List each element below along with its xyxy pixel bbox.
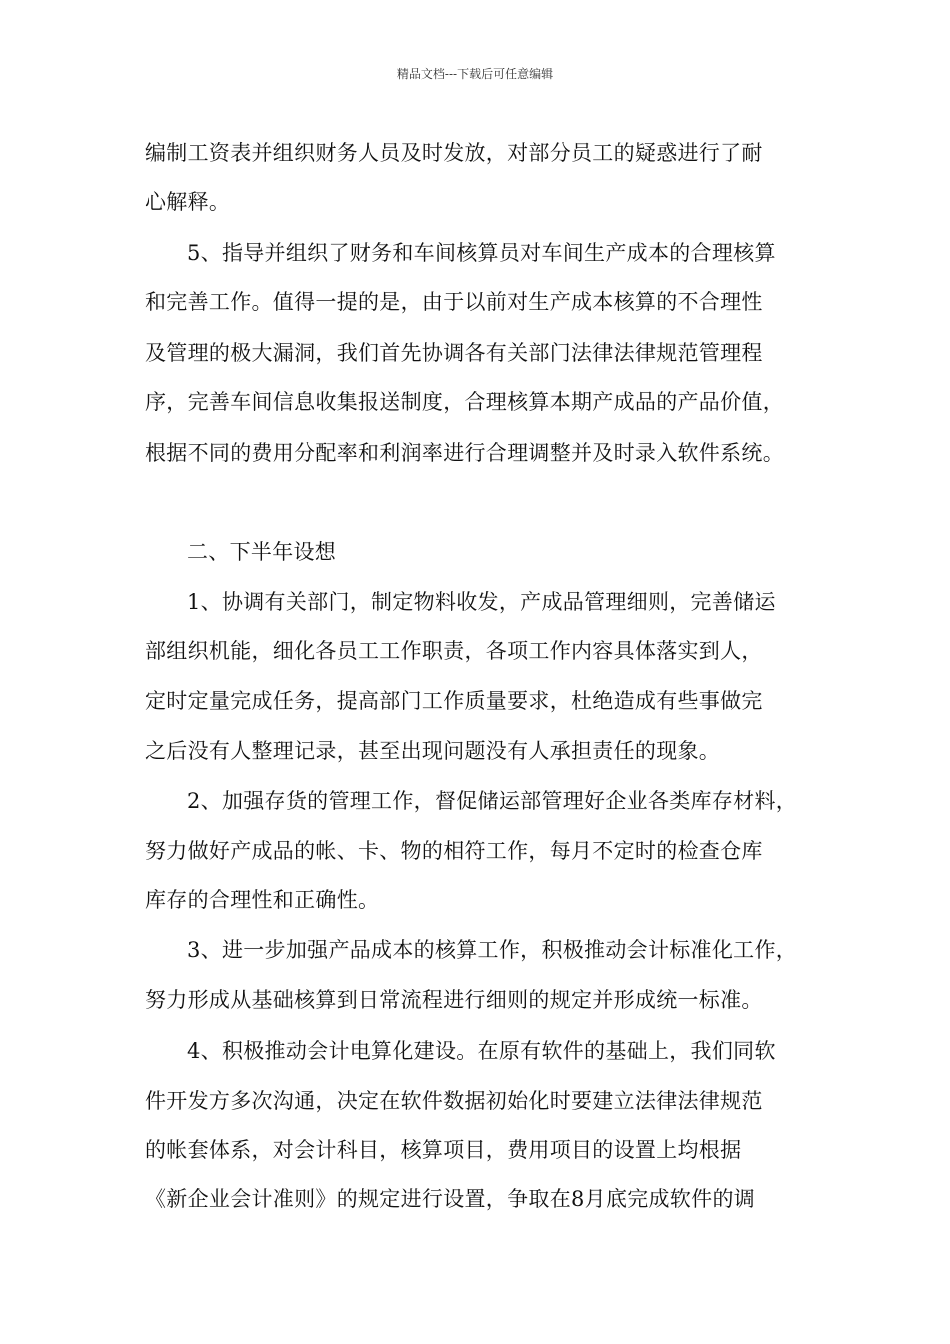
text-line: 件开发方多次沟通，决定在软件数据初始化时要建立法律法律规范 — [145, 1089, 763, 1113]
text-line: 和完善工作。值得一提的是，由于以前对生产成本核算的不合理性 — [145, 290, 763, 314]
text-line: 库存的合理性和正确性。 — [145, 888, 380, 912]
section-heading: 二、下半年设想 — [187, 540, 337, 564]
page-header: 精品文档---下载后可任意编辑 — [396, 67, 554, 81]
text-line: 2、加强存货的管理工作，督促储运部管理好企业各类库存材料， — [187, 789, 798, 813]
text-line: 1、协调有关部门，制定物料收发，产成品管理细则，完善储运 — [187, 590, 776, 614]
text-line: 《新企业会计准则》的规定进行设置，争取在8月底完成软件的调 — [145, 1187, 756, 1211]
text-line: 4、积极推动会计电算化建设。在原有软件的基础上，我们同软 — [187, 1039, 776, 1063]
text-line: 部组织机能，细化各员工工作职责，各项工作内容具体落实到人， — [145, 639, 763, 663]
text-line: 努力形成从基础核算到日常流程进行细则的规定并形成统一标准。 — [145, 988, 763, 1012]
text-line: 根据不同的费用分配率和利润率进行合理调整并及时录入软件系统。 — [145, 441, 784, 465]
text-line: 的帐套体系，对会计科目，核算项目，费用项目的设置上均根据 — [145, 1138, 742, 1162]
text-line: 努力做好产成品的帐、卡、物的相符工作，每月不定时的检查仓库 — [145, 839, 763, 863]
text-line: 及管理的极大漏洞，我们首先协调各有关部门法律法律规范管理程 — [145, 341, 763, 365]
text-line: 心解释。 — [145, 190, 231, 214]
text-line: 之后没有人整理记录，甚至出现问题没有人承担责任的现象。 — [145, 739, 721, 763]
text-line: 序，完善车间信息收集报送制度，合理核算本期产成品的产品价值， — [145, 390, 784, 414]
text-line: 5、指导并组织了财务和车间核算员对车间生产成本的合理核算 — [187, 241, 776, 265]
text-line: 定时定量完成任务，提高部门工作质量要求，杜绝造成有些事做完 — [145, 689, 763, 713]
text-line: 编制工资表并组织财务人员及时发放，对部分员工的疑惑进行了耐 — [145, 141, 763, 165]
text-line: 3、进一步加强产品成本的核算工作，积极推动会计标准化工作， — [187, 938, 798, 962]
